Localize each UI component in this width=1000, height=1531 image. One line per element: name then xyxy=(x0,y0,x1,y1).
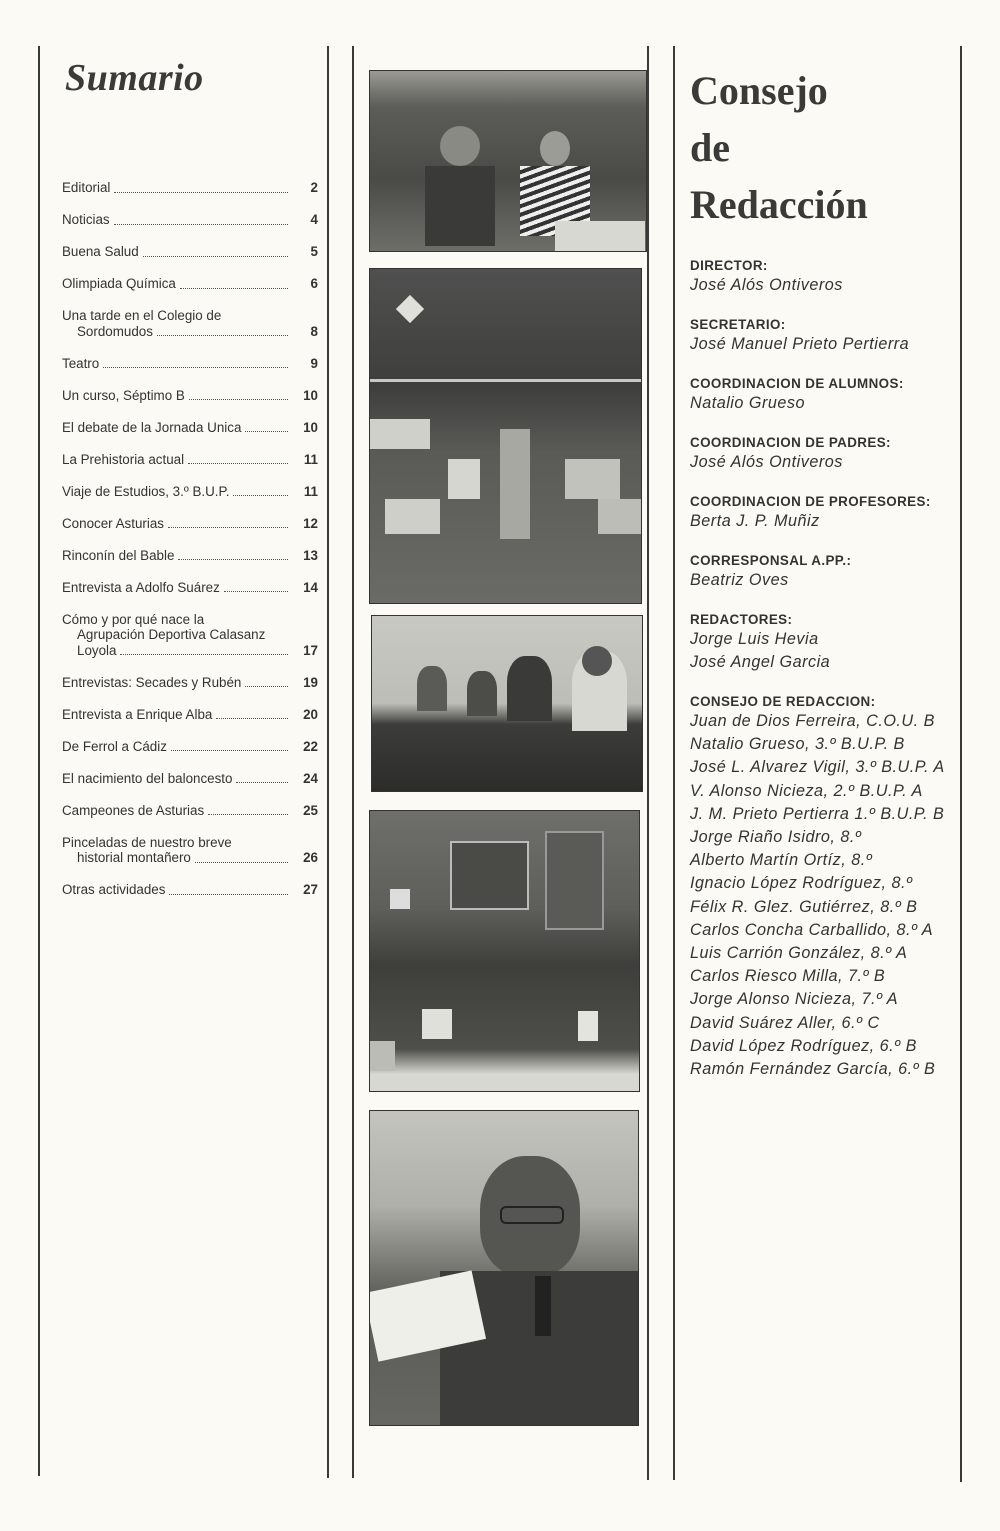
toc-entry xyxy=(62,484,318,500)
toc-entry-title-continued: Sordomudos xyxy=(77,323,153,339)
toc-entry xyxy=(62,516,318,532)
staff-role: CORRESPONSAL A.PP.: xyxy=(690,553,852,568)
staff-name: Carlos Concha Carballido, 8.º A xyxy=(690,920,934,939)
dot-leader xyxy=(168,526,288,528)
toc-page-number: 22 xyxy=(303,738,318,754)
staff-group xyxy=(690,258,960,297)
toc-entry-title: Un curso, Séptimo B xyxy=(62,387,185,403)
staff-name: David López Rodríguez, 6.º B xyxy=(690,1036,917,1055)
toc-page-number: 26 xyxy=(303,850,318,865)
toc-entry xyxy=(62,180,318,196)
toc-page-number: 14 xyxy=(303,579,318,595)
staff-group xyxy=(690,553,960,592)
dot-leader xyxy=(114,223,288,225)
photo-audience-seated xyxy=(369,70,647,252)
staff-name: Ignacio López Rodríguez, 8.º xyxy=(690,874,913,893)
staff-name: José Alós Ontiveros xyxy=(690,453,843,471)
toc-entry xyxy=(62,580,318,596)
table-of-contents xyxy=(62,56,318,914)
toc-page-number: 2 xyxy=(310,180,318,195)
toc-entry-title: Teatro xyxy=(62,355,100,371)
toc-entry xyxy=(62,707,318,723)
toc-list xyxy=(62,180,318,898)
dot-leader xyxy=(189,398,288,400)
column-rule-3 xyxy=(647,46,649,1480)
toc-page-number: 11 xyxy=(303,451,318,467)
toc-page-number: 8 xyxy=(310,323,318,339)
staff-role: SECRETARIO: xyxy=(690,317,786,332)
toc-entry-title: El nacimiento del baloncesto xyxy=(62,770,233,786)
toc-entry xyxy=(62,276,318,292)
toc-entry xyxy=(62,803,318,819)
toc-entry xyxy=(62,739,318,755)
toc-page-number: 9 xyxy=(310,355,318,371)
board-title-line-2: de xyxy=(690,125,730,170)
photo-panel-table xyxy=(371,615,643,792)
staff-role: REDACTORES: xyxy=(690,612,793,627)
toc-entry-title: Editorial xyxy=(62,180,111,195)
staff-name: David Suárez Aller, 6.º C xyxy=(690,1013,880,1032)
staff-group xyxy=(690,494,960,533)
toc-entry xyxy=(62,548,318,564)
toc-entry xyxy=(62,212,318,228)
dot-leader xyxy=(103,366,288,368)
toc-entry-title: Noticias xyxy=(62,212,110,227)
staff-name: José Manuel Prieto Pertierra xyxy=(690,335,910,353)
dot-leader xyxy=(224,590,288,592)
dot-leader xyxy=(236,781,288,783)
toc-entry-title: El debate de la Jornada Unica xyxy=(62,419,242,435)
staff-role: COORDINACION DE PADRES: xyxy=(690,435,891,450)
toc-page-number: 10 xyxy=(303,419,318,435)
toc-page-number: 6 xyxy=(310,276,318,291)
column-rule-left xyxy=(38,46,40,1476)
toc-entry-title-continued: Agrupación Deportiva Calasanz xyxy=(77,627,266,642)
toc-page-number: 13 xyxy=(303,547,318,563)
staff-name: J. M. Prieto Pertierra 1.º B.U.P. B xyxy=(690,804,945,823)
toc-entry xyxy=(62,612,318,659)
toc-page-number: 25 xyxy=(303,802,318,818)
toc-entry xyxy=(62,388,318,404)
toc-entry-title: Entrevista a Adolfo Suárez xyxy=(62,579,220,595)
toc-entry-title: Otras actividades xyxy=(62,882,166,897)
toc-page-number: 20 xyxy=(303,706,318,722)
toc-page-number: 4 xyxy=(310,212,318,227)
dot-leader xyxy=(178,558,288,560)
dot-leader xyxy=(114,191,288,193)
toc-entry-title: Pinceladas de nuestro breve xyxy=(62,834,232,850)
staff-name: José L. Alvarez Vigil, 3.º B.U.P. A xyxy=(690,758,945,777)
staff-name: Carlos Riesco Milla, 7.º B xyxy=(690,967,886,986)
dot-leader xyxy=(180,287,288,289)
staff-name: José Angel Garcia xyxy=(690,653,831,671)
staff-group xyxy=(690,317,960,356)
toc-page-number: 12 xyxy=(303,515,318,531)
dot-leader xyxy=(245,685,288,687)
column-rule-4 xyxy=(673,46,675,1480)
staff-name: José Alós Ontiveros xyxy=(690,276,843,294)
staff-name: Natalio Grueso xyxy=(690,394,805,412)
toc-entry-title: Conocer Asturias xyxy=(62,515,164,531)
dot-leader xyxy=(143,255,288,257)
toc-entry xyxy=(62,882,318,898)
toc-page-number: 19 xyxy=(303,674,318,690)
staff-name: Luis Carrión González, 8.º A xyxy=(690,944,908,963)
dot-leader xyxy=(216,717,288,719)
dot-leader xyxy=(169,893,288,895)
staff-name: Jorge Alonso Nicieza, 7.º A xyxy=(690,990,899,1009)
toc-entry-title-continued: Loyola xyxy=(77,642,117,658)
dot-leader xyxy=(188,462,288,464)
staff-name: Berta J. P. Muñiz xyxy=(690,512,820,530)
staff-list xyxy=(690,258,960,1081)
staff-name: V. Alonso Nicieza, 2.º B.U.P. A xyxy=(690,781,923,800)
dot-leader xyxy=(120,653,288,655)
toc-entry-title-continued: historial montañero xyxy=(77,850,191,865)
staff-group xyxy=(690,694,960,1081)
column-rule-2 xyxy=(352,46,354,1478)
staff-name: Alberto Martín Ortíz, 8.º xyxy=(690,851,873,870)
toc-page-number: 10 xyxy=(303,387,318,403)
toc-entry-title: Rinconín del Bable xyxy=(62,547,175,563)
toc-page-number: 17 xyxy=(303,642,318,658)
staff-name: Juan de Dios Ferreira, C.O.U. B xyxy=(690,712,935,730)
photo-group-students xyxy=(369,810,640,1092)
staff-name: Jorge Riaño Isidro, 8.º xyxy=(690,828,862,847)
staff-name: Ramón Fernández García, 6.º B xyxy=(690,1060,936,1079)
board-title xyxy=(690,62,960,233)
dot-leader xyxy=(157,334,288,336)
toc-page-number: 11 xyxy=(303,483,318,499)
toc-entry xyxy=(62,771,318,787)
staff-name: Natalio Grueso, 3.º B.U.P. B xyxy=(690,735,905,754)
dot-leader xyxy=(208,813,288,815)
dot-leader xyxy=(195,861,288,863)
board-title-line-3: Redacción xyxy=(690,182,868,227)
dot-leader xyxy=(233,494,288,496)
toc-entry-title: De Ferrol a Cádiz xyxy=(62,738,167,754)
toc-entry-title: Entrevista a Enrique Alba xyxy=(62,706,213,722)
staff-role: DIRECTOR: xyxy=(690,258,768,273)
dot-leader xyxy=(245,430,288,432)
staff-group xyxy=(690,435,960,474)
toc-entry-title: Campeones de Asturias xyxy=(62,802,205,818)
toc-entry xyxy=(62,356,318,372)
staff-group xyxy=(690,376,960,415)
toc-title: Sumario xyxy=(65,57,204,99)
toc-page-number: 27 xyxy=(303,882,318,897)
toc-entry-title: Una tarde en el Colegio de xyxy=(62,308,222,323)
column-rule-1 xyxy=(327,46,329,1478)
toc-entry-title: Entrevistas: Secades y Rubén xyxy=(62,674,242,690)
editorial-board xyxy=(690,62,960,1101)
toc-entry-title: La Prehistoria actual xyxy=(62,451,185,467)
staff-name: Jorge Luis Hevia xyxy=(690,630,819,648)
staff-role: COORDINACION DE PROFESORES: xyxy=(690,494,931,509)
photo-man-glasses xyxy=(369,1110,639,1426)
toc-entry xyxy=(62,835,318,866)
toc-entry xyxy=(62,420,318,436)
toc-page-number: 24 xyxy=(303,770,318,786)
staff-name: Beatriz Oves xyxy=(690,571,789,589)
column-rule-right xyxy=(960,46,962,1482)
toc-entry xyxy=(62,452,318,468)
staff-group xyxy=(690,612,960,674)
toc-entry xyxy=(62,244,318,260)
toc-entry-title: Olimpiada Química xyxy=(62,276,176,291)
toc-page-number: 5 xyxy=(310,244,318,259)
staff-name: Félix R. Glez. Gutiérrez, 8.º B xyxy=(690,897,918,916)
staff-role: CONSEJO DE REDACCION: xyxy=(690,694,876,709)
toc-entry-title: Viaje de Estudios, 3.º B.U.P. xyxy=(62,483,230,499)
staff-role: COORDINACION DE ALUMNOS: xyxy=(690,376,904,391)
toc-entry xyxy=(62,675,318,691)
toc-entry-title: Buena Salud xyxy=(62,244,139,259)
toc-entry-title: Cómo y por qué nace la xyxy=(62,611,205,627)
dot-leader xyxy=(171,749,288,751)
photo-basketball-shot xyxy=(369,268,642,604)
board-title-line-1: Consejo xyxy=(690,68,828,113)
toc-entry xyxy=(62,308,318,339)
